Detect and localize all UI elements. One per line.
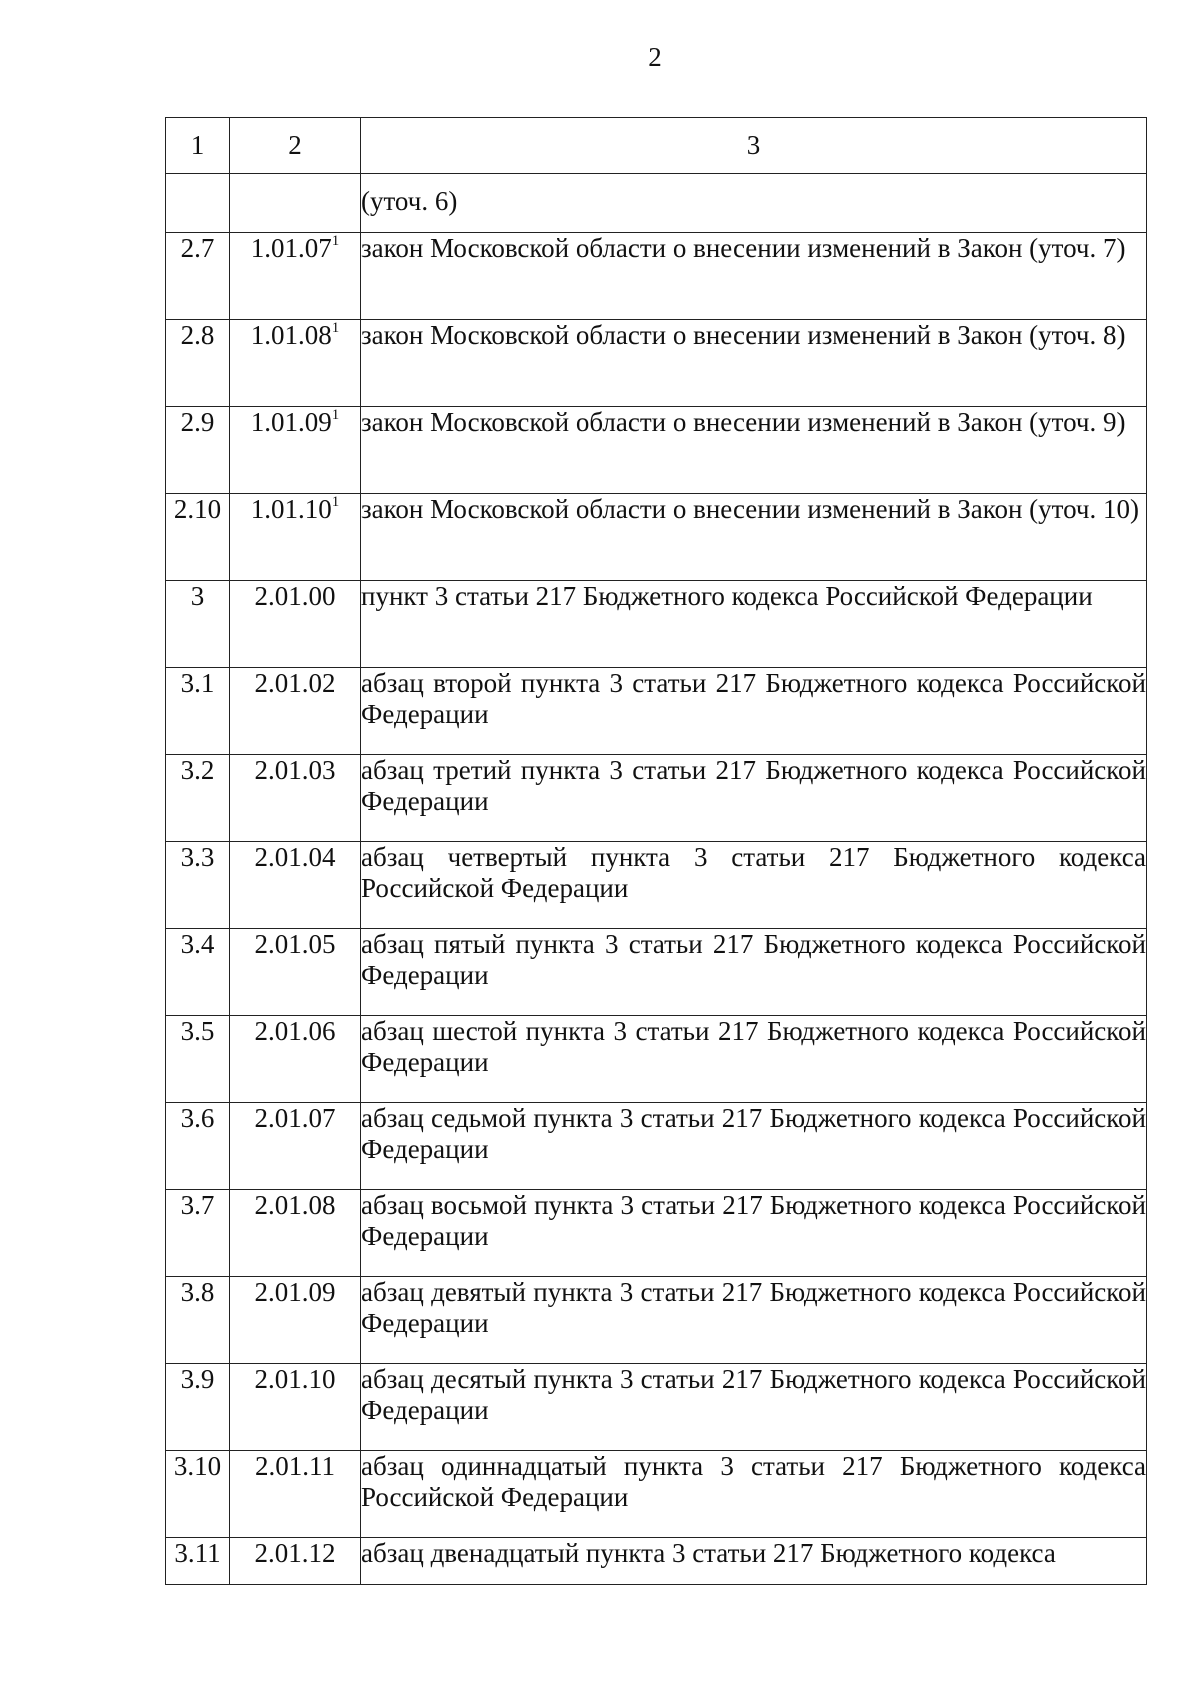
row-code-value: 2.01.09	[254, 1277, 336, 1307]
row-number: 3.7	[166, 1190, 230, 1277]
row-code	[230, 1451, 361, 1538]
table-row	[166, 1451, 1147, 1538]
row-code-value: 2.01.05	[254, 929, 336, 959]
table-row	[166, 1364, 1147, 1451]
row-code	[230, 1277, 361, 1364]
table-row	[166, 494, 1147, 581]
row-number: 3.5	[166, 1016, 230, 1103]
row-code-value: 1.01.09	[250, 407, 332, 437]
row-code	[230, 1016, 361, 1103]
table-row	[166, 581, 1147, 668]
row-code	[230, 407, 361, 494]
row-number: 3.3	[166, 842, 230, 929]
table-row	[166, 1277, 1147, 1364]
row-code	[230, 581, 361, 668]
row-description: абзац шестой пункта 3 статьи 217 Бюджетного кодекса Российской Федерации	[361, 1016, 1147, 1103]
table-row	[166, 929, 1147, 1016]
row-number: 2.7	[166, 233, 230, 320]
row-description: абзац пятый пункта 3 статьи 217 Бюджетного кодекса Российской Федерации	[361, 929, 1147, 1016]
row-code-value: 2.01.02	[254, 668, 336, 698]
row-code	[230, 755, 361, 842]
row-number: 3.11	[166, 1538, 230, 1585]
row-description: абзац седьмой пункта 3 статьи 217 Бюджетного кодекса Российской Федерации	[361, 1103, 1147, 1190]
row-code-value: 2.01.00	[254, 581, 336, 611]
table-row	[166, 1103, 1147, 1190]
row-code-superscript: 1	[331, 233, 340, 249]
row-number: 3.8	[166, 1277, 230, 1364]
table-row	[166, 1190, 1147, 1277]
row-description: абзац второй пункта 3 статьи 217 Бюджетного кодекса Российской Федерации	[361, 668, 1147, 755]
row-description: абзац четвертый пункта 3 статьи 217 Бюджетного кодекса Российской Федерации	[361, 842, 1147, 929]
row-code-value: 2.01.06	[254, 1016, 336, 1046]
table-row	[166, 320, 1147, 407]
row-code-value: 1.01.07	[250, 233, 332, 263]
row-number: 3.1	[166, 668, 230, 755]
row-number: 2.10	[166, 494, 230, 581]
table-row	[166, 1538, 1147, 1585]
table-row	[166, 174, 1147, 233]
row-description: абзац двенадцатый пункта 3 статьи 217 Бюджетного кодекса	[361, 1538, 1147, 1585]
row-number: 3.9	[166, 1364, 230, 1451]
row-number	[166, 174, 230, 233]
row-code	[230, 233, 361, 320]
row-code-superscript: 1	[331, 407, 340, 423]
table-row	[166, 668, 1147, 755]
header-col-2: 2	[230, 118, 361, 174]
row-code-value: 1.01.10	[250, 494, 332, 524]
row-number: 3	[166, 581, 230, 668]
row-code	[230, 1364, 361, 1451]
row-description: закон Московской области о внесении изменений в Закон (уточ. 7)	[361, 233, 1147, 320]
row-code	[230, 1103, 361, 1190]
header-col-1: 1	[166, 118, 230, 174]
table-row	[166, 755, 1147, 842]
row-code-value: 2.01.04	[254, 842, 336, 872]
row-description: абзац восьмой пункта 3 статьи 217 Бюджетного кодекса Российской Федерации	[361, 1190, 1147, 1277]
table-header-row	[166, 118, 1147, 174]
row-code-value: 1.01.08	[250, 320, 332, 350]
table-body	[166, 118, 1147, 1585]
row-code-value: 2.01.12	[254, 1538, 336, 1568]
row-code	[230, 320, 361, 407]
document-table	[165, 117, 1147, 1585]
row-code	[230, 668, 361, 755]
row-description: абзац девятый пункта 3 статьи 217 Бюджетного кодекса Российской Федерации	[361, 1277, 1147, 1364]
row-code	[230, 842, 361, 929]
page-number: 2	[648, 42, 662, 72]
row-code-superscript: 1	[331, 320, 340, 336]
table-row	[166, 233, 1147, 320]
row-number: 3.4	[166, 929, 230, 1016]
row-code	[230, 1190, 361, 1277]
row-code-value: 2.01.08	[254, 1190, 336, 1220]
row-number: 3.2	[166, 755, 230, 842]
row-code-value: 2.01.11	[255, 1451, 335, 1481]
row-description: (уточ. 6)	[361, 174, 1147, 233]
row-code-value: 2.01.03	[254, 755, 336, 785]
row-description: закон Московской области о внесении изменений в Закон (уточ. 8)	[361, 320, 1147, 407]
row-description: закон Московской области о внесении изменений в Закон (уточ. 9)	[361, 407, 1147, 494]
row-code	[230, 494, 361, 581]
row-description: абзац одиннадцатый пункта 3 статьи 217 Бюджетного кодекса Российской Федерации	[361, 1451, 1147, 1538]
row-number: 3.6	[166, 1103, 230, 1190]
row-number: 2.8	[166, 320, 230, 407]
table-row	[166, 407, 1147, 494]
table-row	[166, 842, 1147, 929]
row-number: 2.9	[166, 407, 230, 494]
row-code	[230, 1538, 361, 1585]
header-col-3: 3	[361, 118, 1147, 174]
row-code	[230, 929, 361, 1016]
row-code	[230, 174, 361, 233]
row-description: закон Московской области о внесении изменений в Закон (уточ. 10)	[361, 494, 1147, 581]
row-number: 3.10	[166, 1451, 230, 1538]
table-row	[166, 1016, 1147, 1103]
row-code-value: 2.01.10	[254, 1364, 336, 1394]
row-code-superscript: 1	[331, 494, 340, 510]
row-code-value: 2.01.07	[254, 1103, 336, 1133]
row-description: абзац десятый пункта 3 статьи 217 Бюджетного кодекса Российской Федерации	[361, 1364, 1147, 1451]
row-description: пункт 3 статьи 217 Бюджетного кодекса Российской Федерации	[361, 581, 1147, 668]
row-description: абзац третий пункта 3 статьи 217 Бюджетного кодекса Российской Федерации	[361, 755, 1147, 842]
